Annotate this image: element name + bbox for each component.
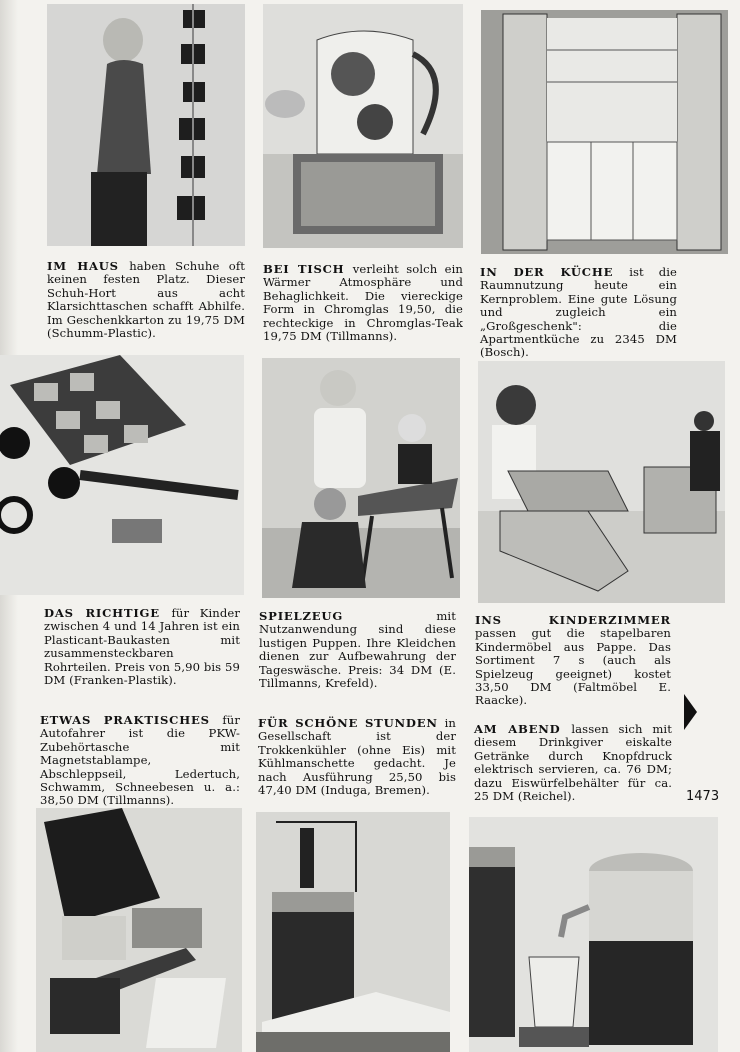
caption-body: lassen sich mit diesem Drinkgiver eiskalte Getränke durch Knopfdruck elektrisch servieren, ca. 76 DM; dazu Eiswürfelbehälter für ca. 25 DM (Reichel). bbox=[474, 722, 672, 804]
caption-lead: IN DER KÜCHE bbox=[480, 265, 630, 279]
caption-ins-kinderzimmer bbox=[475, 614, 671, 708]
photo-apartment-kitchen bbox=[481, 10, 728, 254]
page-number: 1473 bbox=[686, 789, 720, 804]
caption-body: haben Schuhe oft keinen festen Platz. Dieser Schuh-Hort aus acht Klarsichttaschen schafft Abhilfe. Im Geschenkkarton zu 19,75 DM (Schumm-Plastic). bbox=[47, 259, 245, 341]
caption-bei-tisch bbox=[263, 263, 463, 343]
caption-body: verleiht solch ein Wärmer Atmosphäre und Behaglichkeit. Die viereckige Form in Chromglas 19,50, die rechteckige in Chromglas-Teak 19,75 DM (Tillmanns). bbox=[263, 262, 463, 344]
photo-bottle-cooler bbox=[256, 812, 450, 1052]
caption-lead: AM ABEND bbox=[474, 722, 572, 736]
caption-lead: BEI TISCH bbox=[263, 262, 353, 276]
caption-body: passen gut die stapelbaren Kindermöbel aus Pappe. Das Sortiment 7 s (auch als Spielzeug geeignet) kostet 33,50 DM (Faltmöbel E. Raacke). bbox=[475, 626, 671, 708]
photo-drinkgiver bbox=[469, 817, 718, 1052]
photo-construction-kit bbox=[0, 355, 244, 595]
photo-tea-warmer bbox=[263, 4, 463, 248]
caption-body: ist die Raumnutzung heute ein Kernproblem. Eine gute Lösung und zugleich ein „Großgeschenk": die Apartmentküche zu 2345 DM (Bosch). bbox=[480, 265, 677, 360]
caption-fuer-schoene-stunden bbox=[258, 717, 456, 797]
caption-etwas-praktisches bbox=[40, 714, 240, 808]
caption-body: mit Nutzanwendung sind diese lustigen Puppen. Ihre Kleidchen dienen zur Aufbewahrung der Tageswäsche. Preis: 34 DM (E. Tillmanns, Krefeld). bbox=[259, 609, 456, 691]
caption-lead: IM HAUS bbox=[47, 259, 130, 273]
caption-body: in Gesellschaft ist der Trokkenkühler (ohne Eis) mit Kühlmanschette gedacht. Je nach Ausführung 25,50 bis 47,40 DM (Induga, Bremen). bbox=[258, 716, 456, 798]
caption-lead: INS KINDERZIMMER bbox=[475, 613, 671, 627]
caption-lead: SPIELZEUG bbox=[259, 609, 437, 623]
caption-lead: ETWAS PRAKTISCHES bbox=[40, 713, 223, 727]
caption-body: für Kinder zwischen 4 und 14 Jahren ist ein Plasticant-Baukasten mit zusammensteckbaren Rohrteilen. Preis von 5,90 bis 59 DM (Franken-Plastik). bbox=[44, 606, 240, 688]
photo-car-accessory-bag bbox=[36, 808, 242, 1052]
caption-body: für Autofahrer ist die PKW-Zubehörtasche mit Magnetstablampe, Abschleppseil, Ledertuch, Schwamm, Schneebesen u. a.: 38,50 DM (Tillmanns). bbox=[40, 713, 240, 808]
photo-shoe-organizer bbox=[47, 4, 245, 246]
photo-cardboard-furniture bbox=[478, 361, 725, 603]
caption-lead: FÜR SCHÖNE STUNDEN bbox=[258, 716, 445, 730]
caption-im-haus bbox=[47, 260, 245, 340]
photo-dolls bbox=[262, 358, 460, 598]
next-page-arrow-icon bbox=[684, 694, 697, 730]
caption-das-richtige bbox=[44, 607, 240, 687]
caption-in-der-kueche bbox=[480, 266, 677, 360]
caption-lead: DAS RICHTIGE bbox=[44, 606, 172, 620]
caption-am-abend bbox=[474, 723, 672, 803]
caption-spielzeug bbox=[259, 610, 456, 690]
